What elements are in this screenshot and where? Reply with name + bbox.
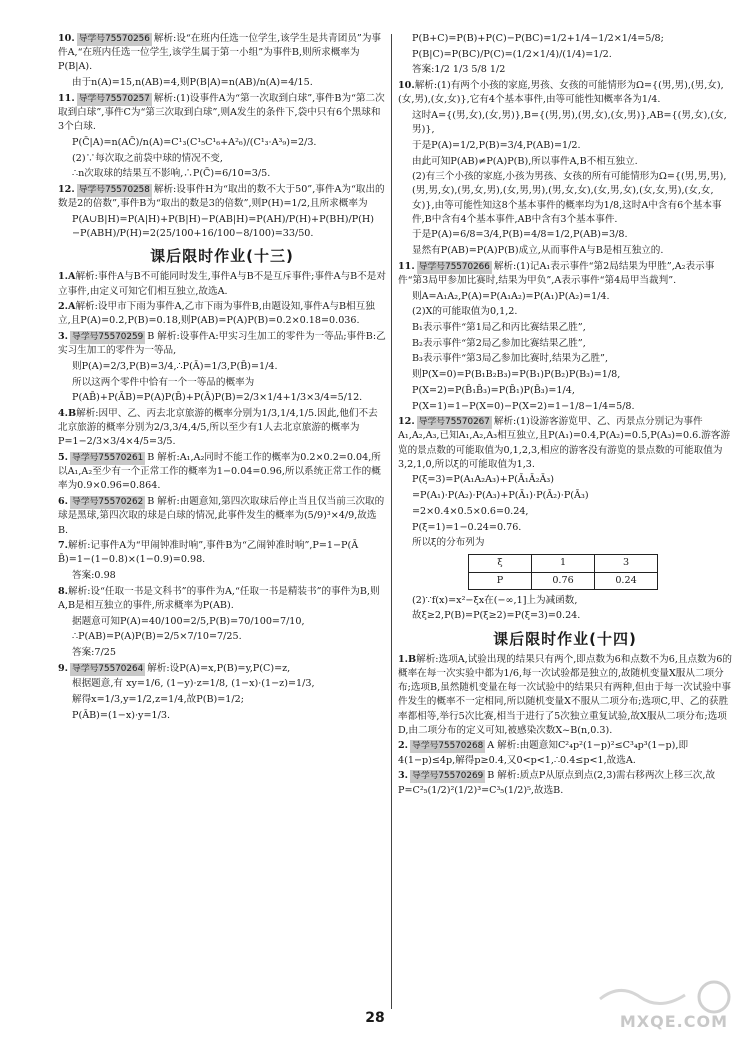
solution-line <box>58 300 386 328</box>
solution-text: 则A=A₁A₂,P(A)=P(A₁A₂)=P(A₁)P(A₂)=1/4. <box>412 290 610 302</box>
solution-line <box>398 170 732 227</box>
question-number: 3. <box>398 770 409 782</box>
question-number: 11. <box>398 260 415 272</box>
question-id-badge: 导学号75570268 <box>410 740 485 753</box>
solution-line <box>398 769 732 797</box>
solution-text: B 解析:质点P从原点到点(2,3)需右移两次上移三次,故P=C²₅(1/2)²(1/2)³=C³₅(1/2)⁵,故选B. <box>398 770 716 796</box>
solution-text: ∴n次取球的结果互不影响,∴P(C̄)=6/10=3/5. <box>72 168 271 180</box>
left-solutions-part1 <box>58 32 386 241</box>
question-number: 7. <box>58 540 69 552</box>
column-divider <box>391 34 392 1009</box>
solution-line <box>58 330 386 358</box>
solution-line <box>398 384 732 398</box>
solution-line <box>58 92 386 135</box>
solution-text: 于是P(A)=1/2,P(B)=3/4,P(AB)=1/2. <box>412 139 581 151</box>
question-id-badge: 导学号75570261 <box>70 452 145 465</box>
solution-text: 解得x=1/3,y=1/2,z=1/4,故P(B)=1/2; <box>72 694 244 706</box>
solution-line <box>398 290 732 304</box>
solution-line <box>58 376 386 390</box>
solution-line <box>398 368 732 382</box>
solution-line <box>58 76 386 90</box>
table-cell: 0.24 <box>595 572 658 589</box>
solution-text: B 解析:设事件A:甲实习生加工的零件为一等品;事件B:乙实习生加工的零件为一等品, <box>58 331 386 357</box>
solution-text: P(ξ=1)=1−0.24=0.76. <box>412 521 522 533</box>
table-cell: ξ <box>469 555 532 572</box>
solution-line <box>58 152 386 166</box>
solution-text: 答案:1/2 1/3 5/8 1/2 <box>412 64 506 76</box>
table-row <box>469 555 658 572</box>
table-cell: 0.76 <box>532 572 595 589</box>
solution-text: 则P(X=0)=P(B₁B₂B₃)=P(B₁)P(B₂)P(B₃)=1/8, <box>412 369 621 381</box>
solution-line <box>58 183 386 211</box>
solution-line <box>58 167 386 181</box>
solution-text: ∴P(AB)=P(A)P(B)=2/5×7/10=7/25. <box>72 631 242 643</box>
right-solutions-part3 <box>398 653 732 798</box>
solution-line <box>398 32 732 46</box>
question-number: 9. <box>58 662 69 674</box>
question-id-badge: 导学号75570264 <box>70 663 145 676</box>
solution-text: B₃表示事件“第3局乙参加比赛时,结果为乙胜”, <box>412 353 609 365</box>
watermark-text: MXQE.COM <box>619 1012 728 1031</box>
solution-text: B₁表示事件“第1局乙和丙比赛结果乙胜”, <box>412 322 586 334</box>
solution-text: (2)∵f(x)=x²−ξx在(−∞,1]上为减函数, <box>412 594 578 606</box>
solution-line <box>398 260 732 288</box>
solution-line <box>398 244 732 258</box>
solution-text: 解析:(1)设事件A为“第一次取到白球”,事件B为“第二次取到白球”,事件C为“第三次取到白球”,则A发生的条件下,袋中只有6个黑球和3个白球. <box>58 92 385 133</box>
solution-text: 解析:设甲市下雨为事件A,乙市下雨为事件B,由题设知,事件A与B相互独立,且P(A)=0.2,P(B)=0.18,则P(AB)=P(A)P(B)=0.2×0.18=0.036. <box>58 301 375 327</box>
left-column <box>58 32 386 724</box>
solution-line <box>398 109 732 137</box>
solution-line <box>398 594 732 608</box>
solution-line <box>398 609 732 623</box>
question-number: 4.B <box>58 408 77 419</box>
solution-text: 解析:选项A,试验出现的结果只有两个,即点数为6和点数不为6,且点数为6的概率在每一次实验中都为1/6,每一次试验都是独立的,故随机变量X服从二项分布;选项B,虽然随机变量在每一次试验中的结果只有两种,但由于每一次试验中事件发生的概率不一定相同,所以随机变量X不服从二项分布;选项C,甲、乙的获胜率都相等,举行5次比赛,相当于进行了5次独立重复试验,故X服从二项分布;选项D,由二项分布的定义可知,被感染次数X~B(n,0.3). <box>398 653 732 736</box>
solution-line <box>398 352 732 366</box>
solution-line <box>398 337 732 351</box>
question-id-badge: 导学号75570259 <box>70 331 145 344</box>
solution-text: 则P(A)=2/3,P(B)=3/4,∴P(Ā)=1/3,P(B̄)=1/4. <box>72 360 278 372</box>
question-id-badge: 导学号75570266 <box>417 261 492 274</box>
solution-text: P(AB̄)+P(ĀB)=P(A)P(B̄)+P(Ā)P(B)=2/3×1/4+1/3×3/4=5/12. <box>72 392 363 404</box>
solution-line <box>398 521 732 535</box>
solution-text: 解析:(1)设游客游览甲、乙、丙景点分别记为事件A₁,A₂,A₃,已知A₁,A₂,A₃相互独立,且P(A₁)=0.4,P(A₂)=0.5,P(A₃)=0.6.游客游览的景点数的可能取值为0,1,2,3,相应的游客没有游览的景点数的可能取值为3,2,1,0,所以ξ的可能取值为1,3. <box>398 416 731 470</box>
solution-line <box>58 677 386 691</box>
solution-text: 解析:设“任取一书是文科书”的事件为A,“任取一书是精装书”的事件为B,则A,B是相互独立的事件,所求概率为P(AB). <box>58 585 380 611</box>
solution-text: (2)X的可能取值为0,1,2. <box>412 306 518 318</box>
solution-text: B 解析:由题意知,第四次取球后停止当且仅当前三次取的球是黑球,第四次取的球是白球的情况,此事件发生的概率为(5/9)³×4/9,故选B. <box>58 496 385 536</box>
solution-text: P(A∪B|H)=P(A|H)+P(B|H)−P(AB|H)=P(AH)/P(H)+P(BH)/P(H)−P(ABH)/P(H)=2(25/100+16/100−8/100)=33/50. <box>72 213 374 239</box>
solution-text: 解析:设“在班内任选一位学生,该学生是共青团员”为事件A,“在班内任选一位学生,该学生属于第一小组”为事件B,则所求概率为P(B|A). <box>58 33 382 73</box>
solution-line <box>58 213 386 241</box>
solution-line <box>398 536 732 550</box>
solution-line <box>58 136 386 150</box>
solution-line <box>58 662 386 676</box>
solution-line <box>398 505 732 519</box>
question-number: 11. <box>58 92 75 104</box>
solution-line <box>58 630 386 644</box>
solution-text: P(ξ=3)=P(A₁A₂A₃)+P(Ā₁Ā₂Ā₃) <box>412 474 554 486</box>
solution-line <box>398 653 732 738</box>
solution-line <box>398 79 732 107</box>
solution-text: (2)有三个小孩的家庭,小孩为男孩、女孩的所有可能情形为Ω={(男,男,男),(男,男,女),(男,女,男),(女,男,男),(男,女,女),(女,男,女),(女,女,男),(女,女,女)},由等可能性知这8个基本事件的概率均为1/8,这时A中含有6个基本事件,B中含有4个基本事件,AB中含有3个基本事件. <box>412 171 727 225</box>
question-number: 8. <box>58 585 69 597</box>
question-number: 1.B <box>398 653 417 665</box>
solution-line <box>398 400 732 414</box>
solution-text: 所以这两个零件中恰有一个一等品的概率为 <box>72 376 255 388</box>
solution-text: 解析:因甲、乙、丙去北京旅游的概率分别为1/3,1/4,1/5.因此,他们不去北京旅游的概率分别为2/3,3/4,4/5,所以至少有1人去北京旅游的概率为P=1−2/3×3/4×4/5=3/5. <box>58 408 378 448</box>
solution-text: 所以ξ的分布列为 <box>412 537 485 549</box>
solution-text: 解析:事件A与B不可能同时发生,事件A与B不是互斥事件;事件A与B不是对立事件,由定义可知它们相互独立,故选A. <box>58 271 386 297</box>
solution-line <box>398 739 732 767</box>
question-number: 2. <box>398 740 409 752</box>
solution-line <box>58 693 386 707</box>
right-solutions-part2 <box>398 594 732 624</box>
solution-text: A 解析:由题意知C²₄p²(1−p)²≤C³₄p³(1−p),即4(1−p)≤4p,解得p≥0.4,又0<p<1,∴0.4≤p<1,故选A. <box>398 740 689 766</box>
question-number: 10. <box>58 33 75 44</box>
solution-text: 显然有P(AB)=P(A)P(B)成立,从而事件A与B是相互独立的. <box>412 245 664 257</box>
solution-line <box>58 270 386 298</box>
solution-text: 解析:设事件H为“取出的数不大于50”,事件A为“取出的数是2的倍数”,事件B为“取出的数是3的倍数”,则P(H)=1/2,且所求概率为 <box>58 183 385 210</box>
solution-line <box>398 321 732 335</box>
distribution-table <box>468 554 658 589</box>
solution-text: 解析:设P(A)=x,P(B)=y,P(C)=z, <box>147 662 291 674</box>
table-cell: P <box>469 572 532 589</box>
solution-text: 答案:7/25 <box>72 647 116 658</box>
section-heading-14: 课后限时作业(十四) <box>493 629 637 648</box>
table-cell: 3 <box>595 555 658 572</box>
table-cell: 1 <box>532 555 595 572</box>
solution-line <box>398 415 732 472</box>
question-number: 5. <box>58 452 69 464</box>
solution-text: (2)∵每次取之前袋中球的情况不变, <box>72 152 223 164</box>
solution-line <box>58 32 386 75</box>
solution-line <box>398 63 732 77</box>
solution-text: B 解析:A₁,A₂同时不能工作的概率为0.2×0.2=0.04,所以A₁,A₂至少有一个正常工作的概率为1−0.04=0.96,所以系统正常工作的概率为0.9×0.96=0.864. <box>58 452 381 492</box>
solution-line <box>398 473 732 487</box>
question-id-badge: 导学号75570256 <box>77 33 152 46</box>
question-number: 6. <box>58 496 69 508</box>
question-id-badge: 导学号75570267 <box>417 416 492 429</box>
page-number: 28 <box>365 1010 385 1026</box>
solution-line <box>58 360 386 374</box>
section-heading-13: 课后限时作业(十三) <box>150 247 294 266</box>
solution-line <box>58 539 386 567</box>
solution-text: 据题意可知P(A)=40/100=2/5,P(B)=70/100=7/10, <box>72 615 305 627</box>
solution-text: P(X=1)=1−P(X=0)−P(X=2)=1−1/8−1/4=5/8. <box>412 400 635 412</box>
solution-text: 解析:(1)有两个小孩的家庭,男孩、女孩的可能情形为Ω={(男,男),(男,女),(女,男),(女,女)},它有4个基本事件,由等可能性知概率各为1/4. <box>398 80 724 106</box>
solution-text: 解析:记事件A为“甲闹钟准时响”,事件B为“乙闹钟准时响”,P=1−P(Ā B̄)=1−(1−0.8)×(1−0.9)=0.98. <box>58 540 359 566</box>
solution-text: 答案:0.98 <box>72 570 116 582</box>
question-number: 2.A <box>58 301 76 313</box>
solution-text: B₂表示事件“第2局乙参加比赛结果乙胜”, <box>412 337 586 349</box>
solution-line <box>58 407 386 450</box>
solution-line <box>58 646 386 660</box>
question-number: 3. <box>58 331 69 343</box>
solution-text: P(C̄|A)=n(AC̄)/n(A)=C¹₃(C¹₅C¹₆+A²₆)/(C¹₃·A³₉)=2/3. <box>72 136 317 148</box>
solution-text: 由此可知P(AB)≠P(A)P(B),所以事件A,B不相互独立. <box>412 155 638 167</box>
solution-line <box>398 489 732 503</box>
solution-text: P(B+C)=P(B)+P(C)−P(BC)=1/2+1/4−1/2×1/4=5/8; <box>412 33 664 44</box>
solution-text: 故ξ≥2,P(B)=P(ξ≥2)=P(ξ=3)=0.24. <box>412 610 581 622</box>
solution-line <box>398 305 732 319</box>
question-id-badge: 导学号75570269 <box>410 770 485 783</box>
solution-line <box>58 495 386 538</box>
solution-text: =P(A₁)·P(A₂)·P(A₃)+P(Ā₁)·P(Ā₂)·P(Ā₃) <box>412 490 589 502</box>
solution-text: =2×0.4×0.5×0.6=0.24, <box>412 505 529 517</box>
left-solutions-part2 <box>58 270 386 723</box>
question-id-badge: 导学号75570257 <box>77 93 152 106</box>
solution-line <box>58 391 386 405</box>
solution-text: 于是P(A)=6/8=3/4,P(B)=4/8=1/2,P(AB)=3/8. <box>412 229 628 241</box>
solution-text: P(B|C)=P(BC)/P(C)=(1/2×1/4)/(1/4)=1/2. <box>412 48 612 60</box>
solution-line <box>58 451 386 494</box>
right-column <box>398 32 732 799</box>
solution-text: 解析:(1)记A₁表示事件“第2局结果为甲胜”,A₂表示事件“第3局甲参加比赛时,结果为甲负”,A表示事件“第4局甲当裁判”. <box>398 260 715 286</box>
question-number: 12. <box>398 416 415 428</box>
solution-text: 由于n(A)=15,n(AB)=4,则P(B|A)=n(AB)/n(A)=4/15. <box>72 77 313 89</box>
solution-line <box>58 615 386 629</box>
solution-line <box>398 155 732 169</box>
solution-line <box>58 569 386 583</box>
question-number: 12. <box>58 183 75 195</box>
solution-text: P(ĀB)=(1−x)·y=1/3. <box>72 709 170 721</box>
solution-line <box>398 228 732 242</box>
solution-text: P(X=2)=P(B̄₁B̄₃)=P(B̄₁)P(B̄₃)=1/4, <box>412 384 575 396</box>
question-number: 10. <box>398 80 415 92</box>
solution-line <box>398 139 732 153</box>
table-row <box>469 572 658 589</box>
solution-text: 根据题意,有 xy=1/6, (1−y)·z=1/8, (1−x)·(1−z)=1/3, <box>72 678 315 690</box>
question-number: 1.A <box>58 271 76 283</box>
solution-line <box>58 585 386 613</box>
question-id-badge: 导学号75570262 <box>70 496 145 509</box>
right-solutions-part1 <box>398 32 732 550</box>
solution-text: 这时A={(男,女),(女,男)},B={(男,男),(男,女),(女,男)},AB={(男,女),(女,男)}, <box>412 109 727 136</box>
question-id-badge: 导学号75570258 <box>77 184 152 197</box>
solution-line <box>58 709 386 723</box>
solution-line <box>398 48 732 62</box>
